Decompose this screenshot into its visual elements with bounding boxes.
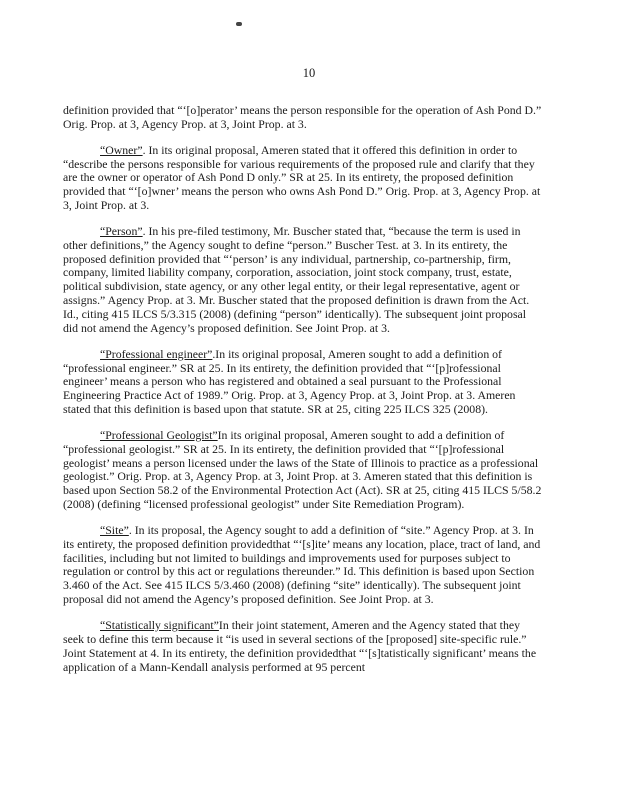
defined-term: “Statistically significant”: [100, 618, 219, 632]
defined-term: “Site”: [100, 522, 129, 537]
paragraph-text: definition provided that “‘[o]perator’ means the person responsible for the operation of Ash Pond D.” Orig. Prop. at 3, Agency Prop. at 3, Joint Prop. at 3.: [63, 103, 542, 131]
paragraph-text: .In its original proposal, Ameren sought to add a definition of “professional engineer.” SR at 25. In its entirety, the definition provided that “‘[p]rofessional engineer’ means a person who has registered and obtained a seal pursuant to the Professional Engineering Practice Act of 1989.” Orig. Prop. at 3, Agency Prop. at 3, Joint Prop. at 3. Ameren stated that this definition is based upon that statute. SR at 25, citing 225 ILCS 325 (2008).: [63, 346, 516, 417]
paragraph-text: In its original proposal, Ameren sought to add a definition of “professional geologist.” SR at 25. In its entirety, the definition provided that “‘[p]rofessional geologist’ means a person licensed under the laws of the State of Illinois to practice as a professional geologist.” Orig. Prop. at 3, Agency Prop. at 3, Joint Prop. at 3. Ameren stated that this definition is based upon Section 58.2 of the Environmental Protection Act (Act). SR at 25, citing 415 ILCS 5/58.2 (2008) (defining “licensed professional geologist” under Site Remediation Program).: [63, 427, 542, 512]
paragraph-text: . In its original proposal, Ameren stated that it offered this definition in order to “describe the persons responsible for various requirements of the proposed rule and clarify that they are the owner or operator of Ash Pond D only.” SR at 25. In its entirety, the proposed definition provided that “‘[o]wner’ means the person who owns Ash Pond D.” Orig. Prop. at 3, Agency Prop. at 3, Joint Prop. at 3.: [63, 142, 541, 213]
body-text: [63, 104, 543, 686]
paragraph-text: . In its proposal, the Agency sought to add a definition of “site.” Agency Prop. at 3. In its entirety, the proposed definition providedthat “‘[s]ite’ means any location, place, tract of land, and facilities, including but not limited to buildings and improvements used for purposes subject to regulation or control by this act or regulations thereunder.” Id. This definition is based upon Section 3.460 of the Act. See 415 ILCS 5/3.460 (2008) (defining “site” identically). The subsequent joint proposal did not amend the Agency’s proposed definition. See Joint Prop. at 3.: [63, 522, 541, 607]
paragraph-text: . In his pre-filed testimony, Mr. Buscher stated that, “because the term is used in other definitions,” the Agency sought to define “person.” Buscher Test. at 3. In its entirety, the proposed definition provided that “‘person’ is any individual, partnership, co-partnership, firm, company, limited liability company, corporation, association, joint stock company, trust, estate, political subdivision, state agency, or any other legal entity, or their legal representative, agent or assigns.” Agency Prop. at 3. Mr. Buscher stated that the proposed definition is drawn from the Act. Id., citing 415 ILCS 5/3.315 (2008) (defining “person” identically). The subsequent joint proposal did not amend the Agency’s proposed definition. See Joint Prop. at 3.: [63, 223, 530, 335]
paragraph-professional-engineer: [63, 348, 543, 417]
paragraph-text: In their joint statement, Ameren and the Agency stated that they seek to define this term because it “is used in several sections of the [proposed] site-specific rule.” Joint Statement at 4. In its entirety, the definition providedthat “‘[s]tatistically significant’ means the application of a Mann-Kendall analysis performed at 95 percent: [63, 618, 537, 674]
defined-term: “Person”: [100, 223, 143, 238]
paragraph-professional-geologist: [63, 429, 543, 512]
scan-mark: [236, 22, 242, 26]
defined-term: “Owner”: [100, 142, 143, 157]
defined-term: “Professional engineer”: [100, 346, 213, 361]
paragraph-operator-continuation: [63, 104, 543, 132]
paragraph-site: [63, 524, 543, 607]
page-number: 10: [302, 66, 316, 80]
defined-term: “Professional Geologist”: [100, 427, 218, 442]
paragraph-person: [63, 225, 543, 336]
paragraph-statistically-significant: [63, 619, 543, 674]
paragraph-owner: [63, 144, 543, 213]
